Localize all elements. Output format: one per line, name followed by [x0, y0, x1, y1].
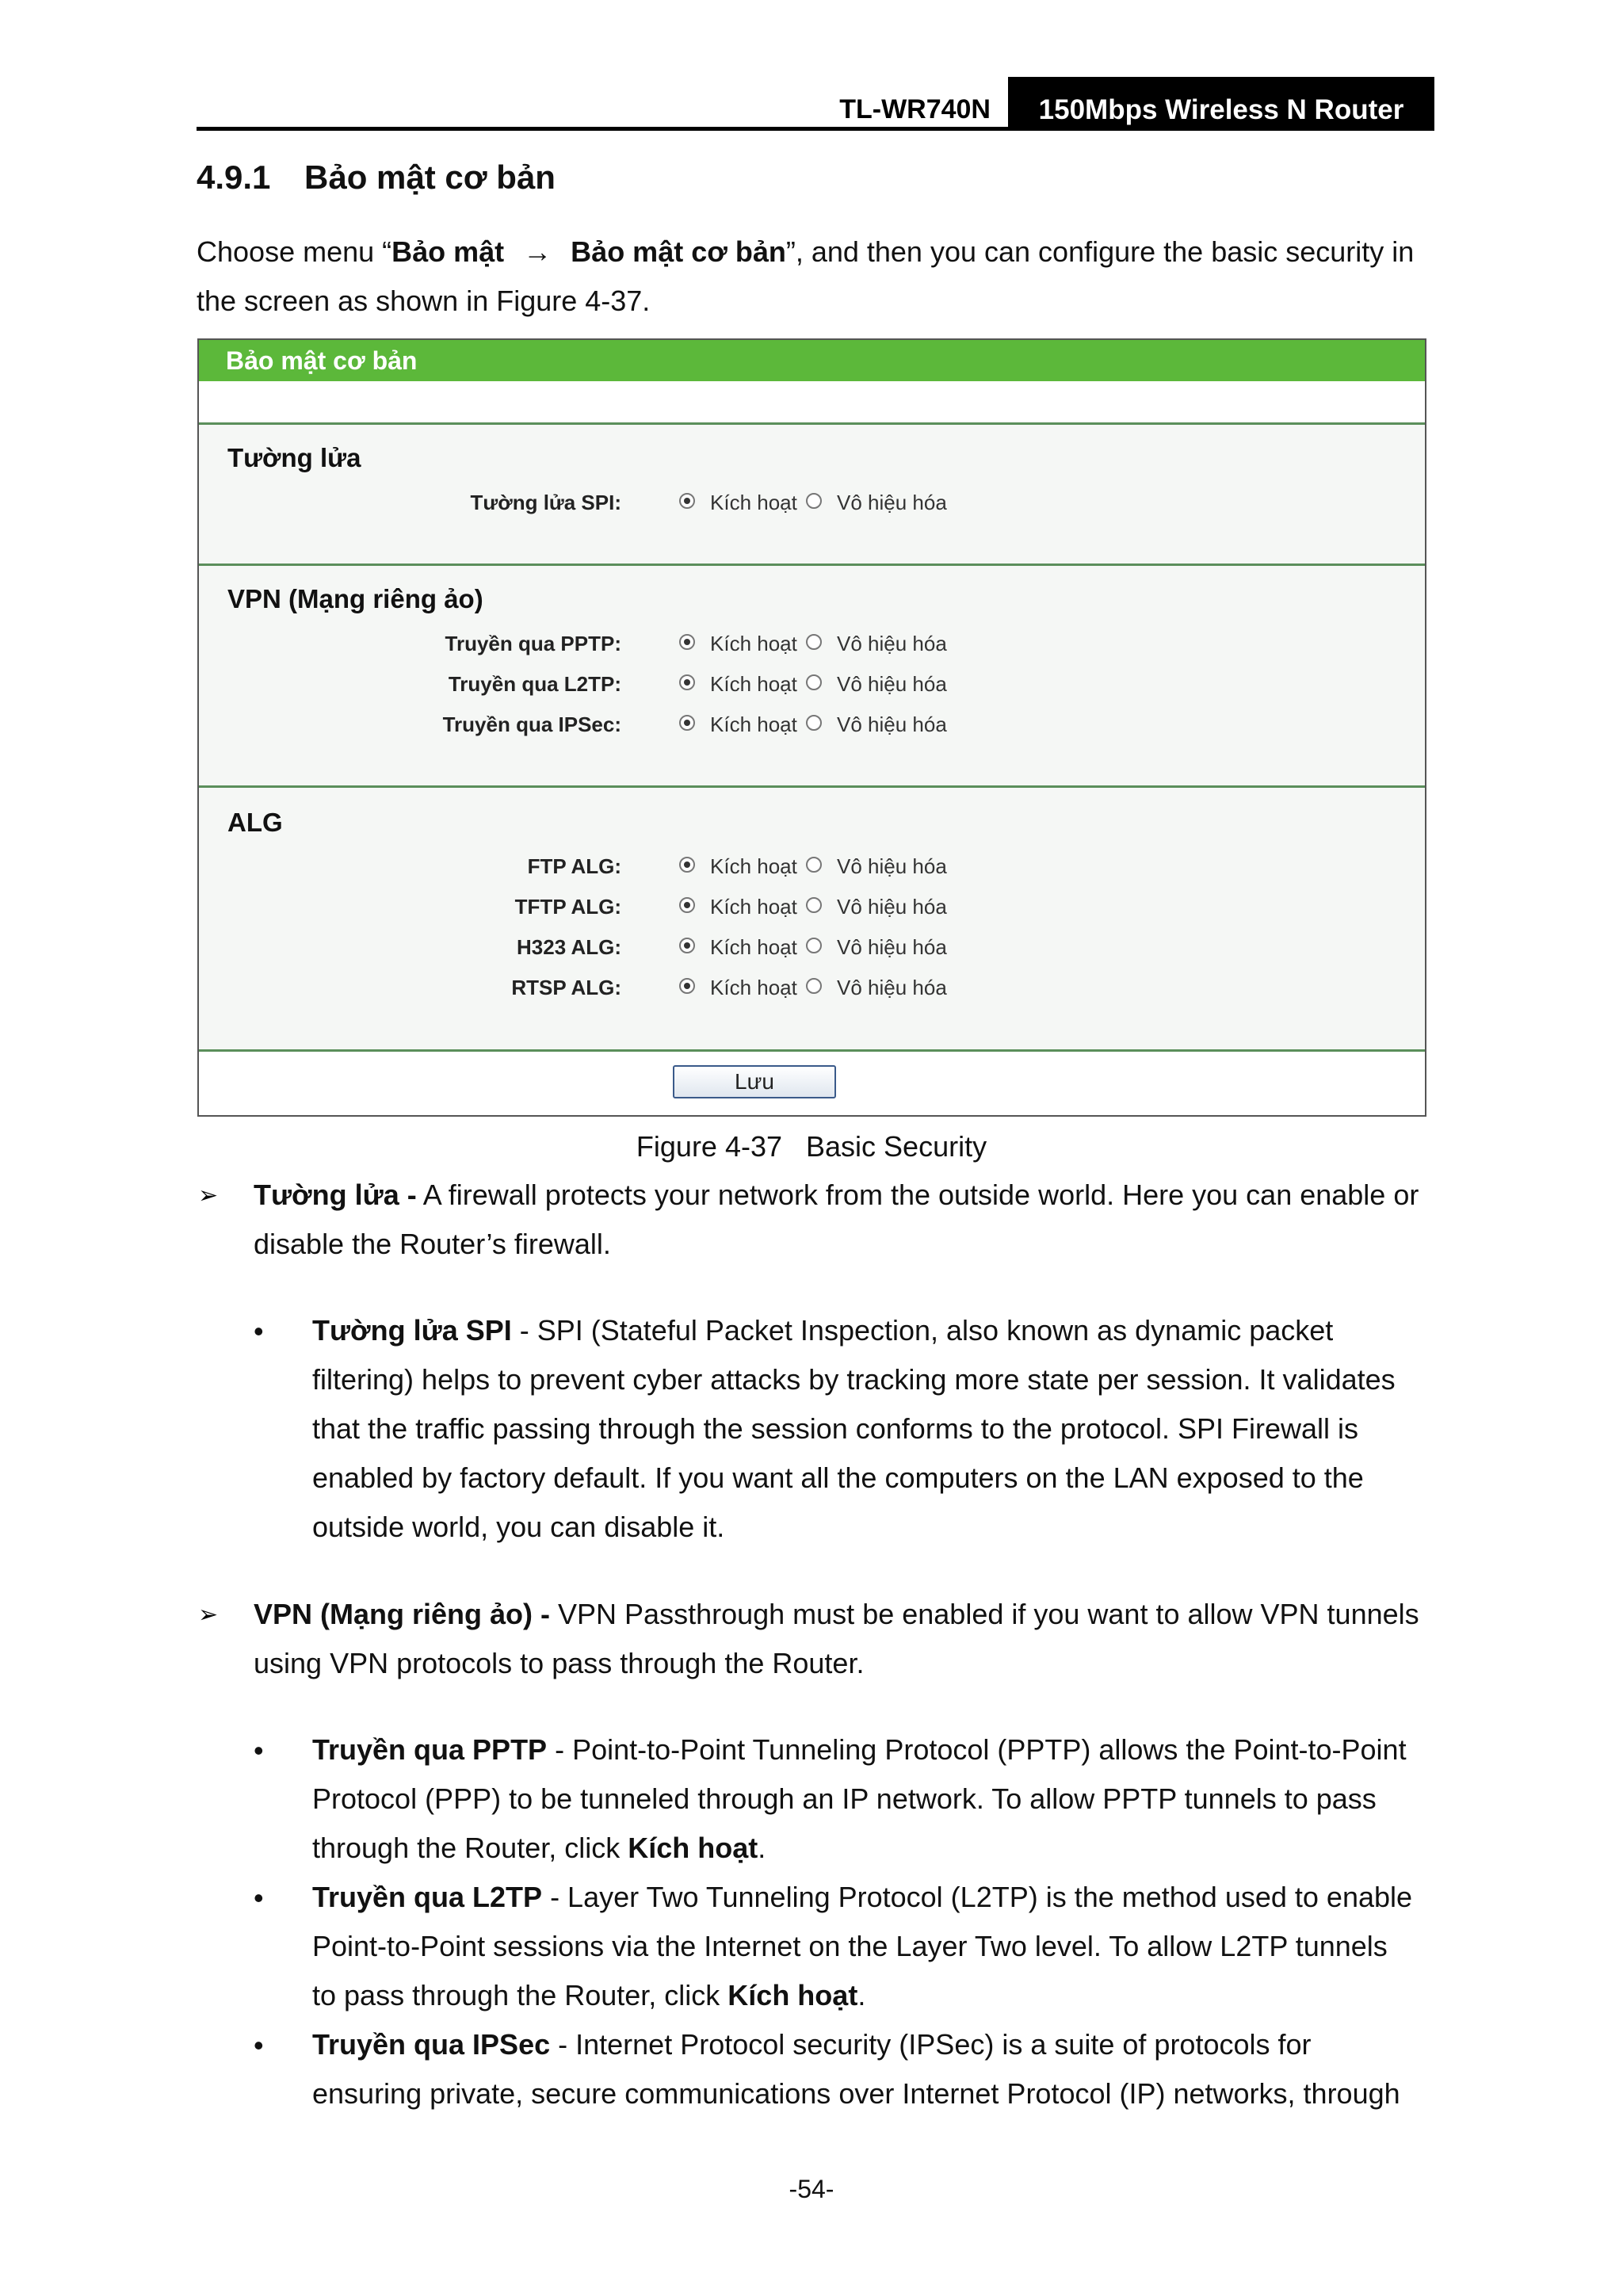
pptp-period: . — [758, 1832, 766, 1864]
section-title: Bảo mật cơ bản — [304, 159, 556, 196]
figure-caption — [0, 1130, 1623, 1163]
spi-text: - SPI (Stateful Packet Inspection, also known as dynamic packet — [511, 1314, 1334, 1347]
ipsec-line-2: ensuring private, secure communications over Internet Protocol (IP) networks, through — [312, 2077, 1400, 2110]
radio-enable[interactable] — [679, 493, 695, 509]
caption-number: Figure 4-37 — [636, 1130, 783, 1163]
radio-disable[interactable] — [806, 715, 822, 731]
vpn-text: VPN Passthrough must be enabled if you want to allow VPN tunnels — [550, 1598, 1419, 1630]
save-button[interactable]: Lưu — [673, 1065, 836, 1098]
l2tp-text: - Layer Two Tunneling Protocol (L2TP) is the method used to enable — [542, 1881, 1413, 1913]
intro-line-2: the screen as shown in Figure 4-37. — [197, 285, 651, 317]
l2tp-text-end: to pass through the Router, click — [312, 1979, 728, 2011]
option-enable-label: Kích hoạt — [710, 632, 797, 655]
spi-line-4: enabled by factory default. If you want all the computers on the LAN exposed to the — [312, 1461, 1364, 1494]
vpn-term: VPN (Mạng riêng ảo) - — [254, 1598, 551, 1630]
pptp-line-1 — [312, 1725, 1417, 1775]
option-enable-label: Kích hoạt — [710, 935, 797, 959]
radio-disable[interactable] — [806, 978, 822, 994]
row-ipsec-passthrough — [199, 708, 1425, 739]
firewall-term: Tường lửa - — [254, 1179, 417, 1211]
panel-title: Bảo mật cơ bản — [199, 340, 1425, 381]
bullet-icon: • — [254, 2029, 264, 2061]
header-rule — [197, 127, 1434, 131]
vpn-line-1 — [254, 1590, 1430, 1639]
separator — [199, 785, 1425, 788]
firewall-text: A firewall protects your network from the outside world. Here you can enable or — [416, 1179, 1419, 1211]
group-title-firewall: Tường lửa — [227, 443, 361, 472]
vpn-line-2: using VPN protocols to pass through the Router. — [254, 1647, 865, 1679]
option-disable-label: Vô hiệu hóa — [837, 976, 947, 999]
header-product-box — [1008, 77, 1434, 131]
option-disable-label: Vô hiệu hóa — [837, 895, 947, 919]
spi-line-3: that the traffic passing through the session conforms to the protocol. SPI Firewall is — [312, 1412, 1358, 1445]
option-disable-label: Vô hiệu hóa — [837, 712, 947, 736]
intro-prefix: Choose menu “ — [197, 235, 392, 268]
row-label: TFTP ALG: — [514, 895, 621, 919]
option-enable-label: Kích hoạt — [710, 976, 797, 999]
intro-menu-a: Bảo mật — [391, 235, 505, 268]
radio-disable[interactable] — [806, 674, 822, 690]
radio-enable[interactable] — [679, 857, 695, 873]
option-disable-label: Vô hiệu hóa — [837, 491, 947, 514]
bullet-icon: • — [254, 1315, 264, 1347]
radio-enable[interactable] — [679, 715, 695, 731]
pptp-text-end: through the Router, click — [312, 1832, 628, 1864]
l2tp-period: . — [857, 1979, 866, 2011]
pptp-text: - Point-to-Point Tunneling Protocol (PPTP) allows the Point-to-Point — [547, 1733, 1407, 1766]
option-enable-label: Kích hoạt — [710, 854, 797, 878]
row-label: FTP ALG: — [527, 854, 621, 878]
intro-line-1 — [197, 227, 1430, 277]
row-ftp-alg — [199, 850, 1425, 881]
ipsec-text: - Internet Protocol security (IPSec) is a suite of protocols for — [550, 2028, 1312, 2061]
bullet-icon: • — [254, 1881, 264, 1914]
option-enable-label: Kích hoạt — [710, 712, 797, 736]
row-label: H323 ALG: — [517, 935, 621, 959]
bullet-icon: • — [254, 1734, 264, 1767]
pptp-line-2: Protocol (PPP) to be tunneled through an IP network. To allow PPTP tunnels to pass — [312, 1782, 1377, 1815]
firewall-line-2: disable the Router’s firewall. — [254, 1228, 611, 1260]
radio-disable[interactable] — [806, 493, 822, 509]
option-disable-label: Vô hiệu hóa — [837, 935, 947, 959]
basic-security-panel — [197, 338, 1426, 1117]
ipsec-line-1 — [312, 2020, 1417, 2069]
spi-line-5: outside world, you can disable it. — [312, 1511, 725, 1543]
page-number: -54- — [789, 2175, 834, 2203]
row-label: Truyền qua PPTP: — [445, 632, 621, 655]
pptp-line-3 — [312, 1824, 1417, 1873]
header-product: 150Mbps Wireless N Router — [1038, 94, 1404, 125]
option-enable-label: Kích hoạt — [710, 895, 797, 919]
option-enable-label: Kích hoạt — [710, 491, 797, 514]
row-label: Truyền qua L2TP: — [448, 672, 621, 696]
ipsec-term: Truyền qua IPSec — [312, 2028, 551, 2061]
option-disable-label: Vô hiệu hóa — [837, 672, 947, 696]
intro-menu-b: Bảo mật cơ bản — [571, 235, 786, 268]
spi-line-1 — [312, 1306, 1417, 1355]
option-enable-label: Kích hoạt — [710, 672, 797, 696]
radio-enable[interactable] — [679, 674, 695, 690]
group-title-vpn: VPN (Mạng riêng ảo) — [227, 584, 483, 613]
row-tftp-alg — [199, 890, 1425, 922]
row-rtsp-alg — [199, 971, 1425, 1003]
row-h323-alg — [199, 930, 1425, 962]
radio-disable[interactable] — [806, 897, 822, 913]
option-disable-label: Vô hiệu hóa — [837, 854, 947, 878]
spi-line-2: filtering) helps to prevent cyber attacks by tracking more state per session. It validates — [312, 1363, 1396, 1396]
radio-disable[interactable] — [806, 634, 822, 650]
radio-disable[interactable] — [806, 857, 822, 873]
row-label: Tường lửa SPI: — [470, 491, 621, 514]
row-label: RTSP ALG: — [511, 976, 621, 999]
spi-term: Tường lửa SPI — [312, 1314, 512, 1347]
header-model: TL-WR740N — [839, 94, 991, 124]
caption-text: Basic Security — [806, 1130, 987, 1163]
row-l2tp-passthrough — [199, 667, 1425, 699]
row-pptp-passthrough — [199, 627, 1425, 659]
radio-enable[interactable] — [679, 634, 695, 650]
l2tp-term: Truyền qua L2TP — [312, 1881, 543, 1913]
arrow-bullet-icon: ➢ — [198, 1182, 219, 1209]
separator — [199, 422, 1425, 425]
pptp-action: Kích hoạt — [628, 1832, 758, 1864]
l2tp-line-1 — [312, 1873, 1417, 1922]
radio-enable[interactable] — [679, 897, 695, 913]
radio-enable[interactable] — [679, 938, 695, 953]
radio-enable[interactable] — [679, 978, 695, 994]
pptp-term: Truyền qua PPTP — [312, 1733, 548, 1766]
l2tp-action: Kích hoạt — [727, 1979, 858, 2011]
l2tp-line-2: Point-to-Point sessions via the Internet on the Layer Two level. To allow L2TP tunnels — [312, 1930, 1388, 1962]
intro-rest: ”, and then you can configure the basic security in — [785, 235, 1415, 268]
radio-disable[interactable] — [806, 938, 822, 953]
arrow-icon: → — [523, 235, 552, 268]
option-disable-label: Vô hiệu hóa — [837, 632, 947, 655]
firewall-line-1 — [254, 1171, 1430, 1220]
panel-title-spacer — [199, 381, 1425, 421]
section-number: 4.9.1 — [197, 159, 271, 196]
l2tp-line-3 — [312, 1971, 1417, 2020]
section-heading — [197, 159, 556, 197]
row-spi-firewall — [199, 486, 1425, 518]
arrow-bullet-icon: ➢ — [198, 1602, 219, 1628]
separator — [199, 563, 1425, 566]
group-title-alg: ALG — [227, 808, 283, 837]
row-label: Truyền qua IPSec: — [442, 712, 621, 736]
